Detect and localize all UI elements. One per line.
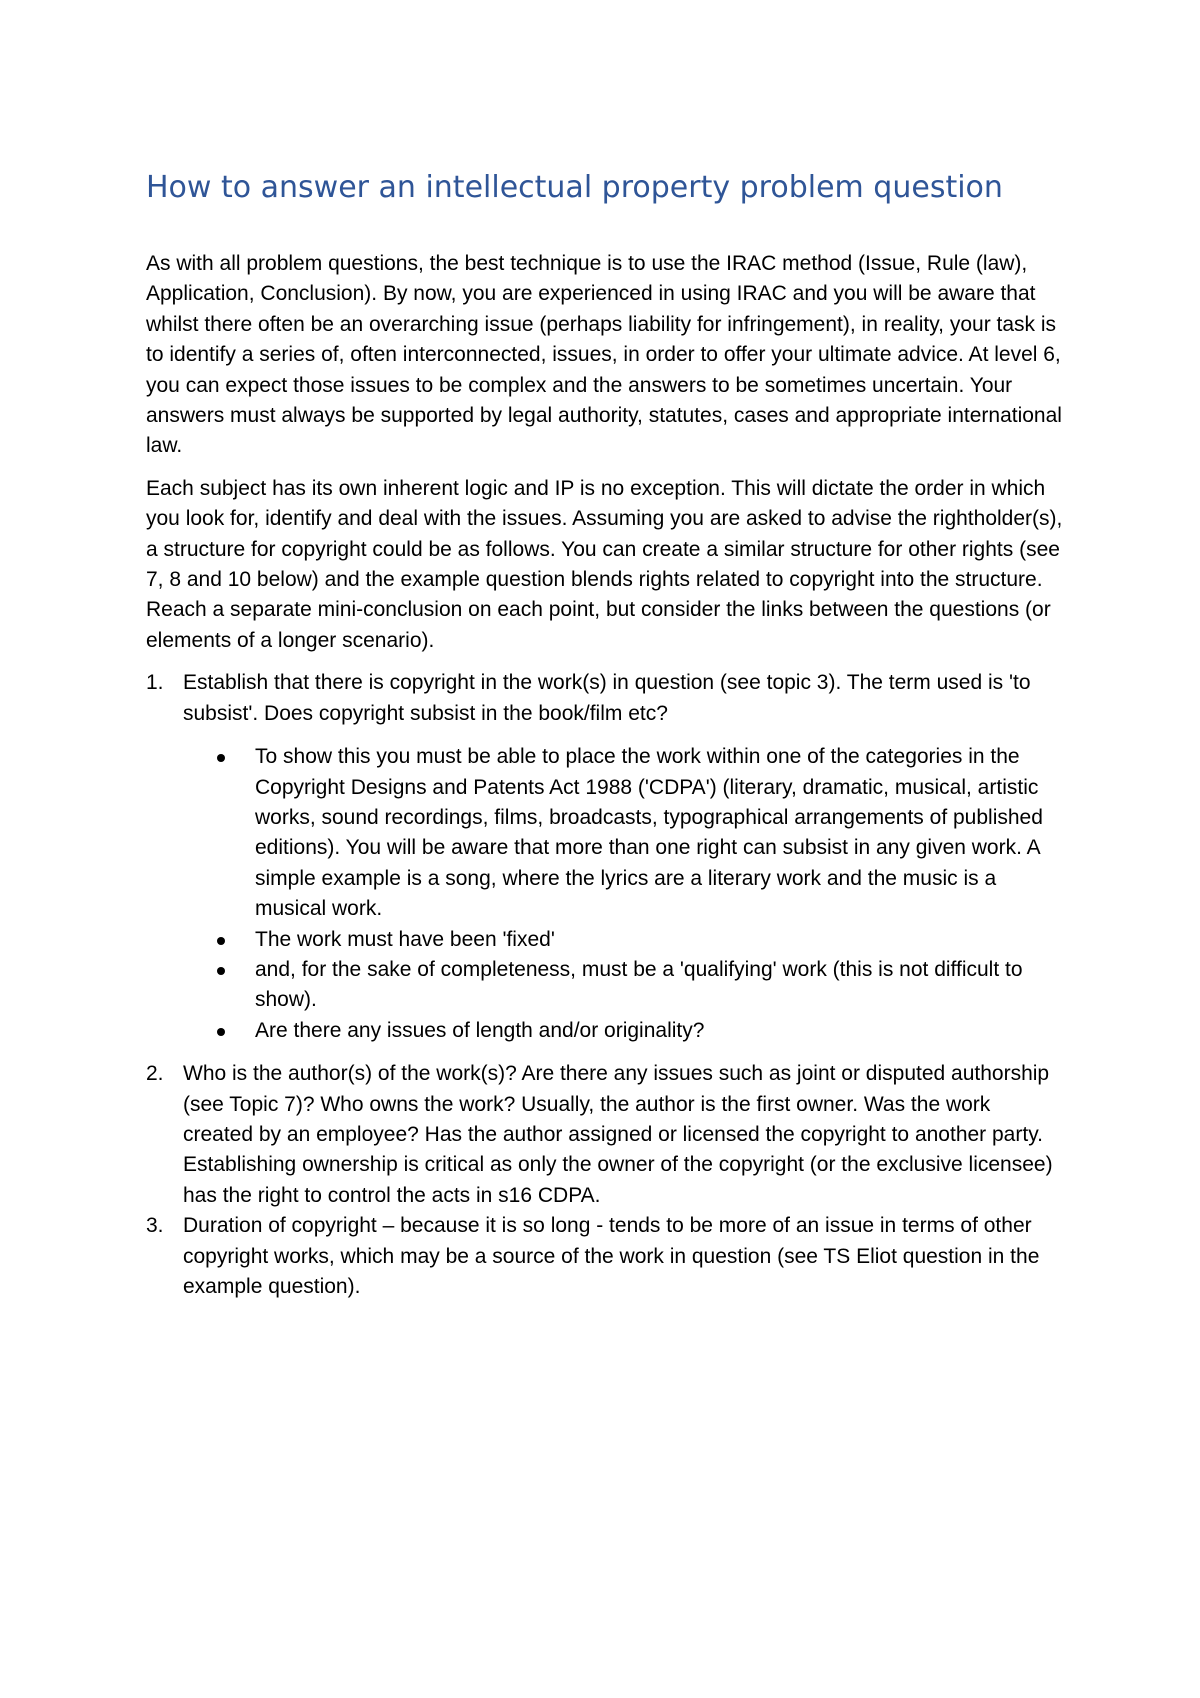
bullet-text: and, for the sake of completeness, must be a 'qualifying' work (this is not difficult to show). (255, 957, 1023, 1012)
intro-paragraph-irac: As with all problem questions, the best technique is to use the IRAC method (Issue, Rule (law), Application, Conclusion). By now, you are experienced in using IRAC and you will be aware that whilst there often be an overarching issue (perhaps liability for infringement), in reality, your task is to identify a series of, often interconnected, issues, in order to offer your ultimate advice. At level 6, you can expect those issues to be complex and the answers to be sometimes uncertain. Your answers must always be supported by legal authority, statutes, cases and appropriate international law. (146, 252, 1062, 458)
list-item-number: 2. (146, 1062, 164, 1086)
bullet-item (183, 742, 1066, 924)
intro-paragraph-structure: Each subject has its own inherent logic and IP is no exception. This will dictate the order in which you look for, identify and deal with the issues. Assuming you are asked to advise the rightholder(s), a structure for copyright could be as follows. You can create a similar structure for other rights (see 7, 8 and 10 below) and the example question blends rights related to copyright into the structure. Reach a separate mini-conclusion on each point, but consider the links between the questions (or elements of a longer scenario). (146, 476, 1063, 652)
bullet-text: Are there any issues of length and/or originality? (255, 1018, 705, 1042)
list-item-number: 3. (146, 1214, 164, 1238)
list-item-text: Establish that there is copyright in the work(s) in question (see topic 3). The term used is 'to subsist'. Does copyright subsist in the book/film etc? (183, 671, 1031, 725)
list-item-text: Who is the author(s) of the work(s)? Are there any issues such as joint or disputed authorship (see Topic 7)? Who owns the work? Usually, the author is the first owner. Was the work created by an employee? Has the author assigned or licensed the copyright to another party. Establishing ownership is critical as only the owner of the copyright (or the exclusive licensee) has the right to control the acts in s16 CDPA. (183, 1062, 1053, 1207)
bullet-text: To show this you must be able to place the work within one of the categories in the Copyright Designs and Patents Act 1988 ('CDPA') (literary, dramatic, musical, artistic works, sound recordings, films, broadcasts, typographical arrangements of published editions). You will be aware that more than one right can subsist in any given work. A simple example is a song, where the lyrics are a literary work and the music is a musical work. (255, 745, 1043, 921)
bullet-dot-icon (217, 1028, 225, 1036)
copyright-structure-list (146, 668, 1066, 1302)
bullet-item (183, 955, 1066, 1016)
subsistence-bullet-list (183, 742, 1066, 1046)
list-item (146, 668, 1066, 1046)
list-item (146, 1211, 1066, 1302)
document-page (146, 168, 1066, 1302)
list-item-text: Duration of copyright – because it is so long - tends to be more of an issue in terms of other copyright works, which may be a source of the work in question (see TS Eliot question in the example question). (183, 1214, 1040, 1298)
list-item (146, 1059, 1066, 1211)
bullet-dot-icon (217, 967, 225, 975)
document-title: How to answer an intellectual property problem question (146, 170, 1003, 205)
bullet-item (183, 925, 1066, 955)
bullet-text: The work must have been 'fixed' (255, 927, 555, 951)
list-item-number: 1. (146, 671, 164, 695)
bullet-item (183, 1016, 1066, 1046)
bullet-dot-icon (217, 754, 225, 762)
bullet-dot-icon (217, 937, 225, 945)
